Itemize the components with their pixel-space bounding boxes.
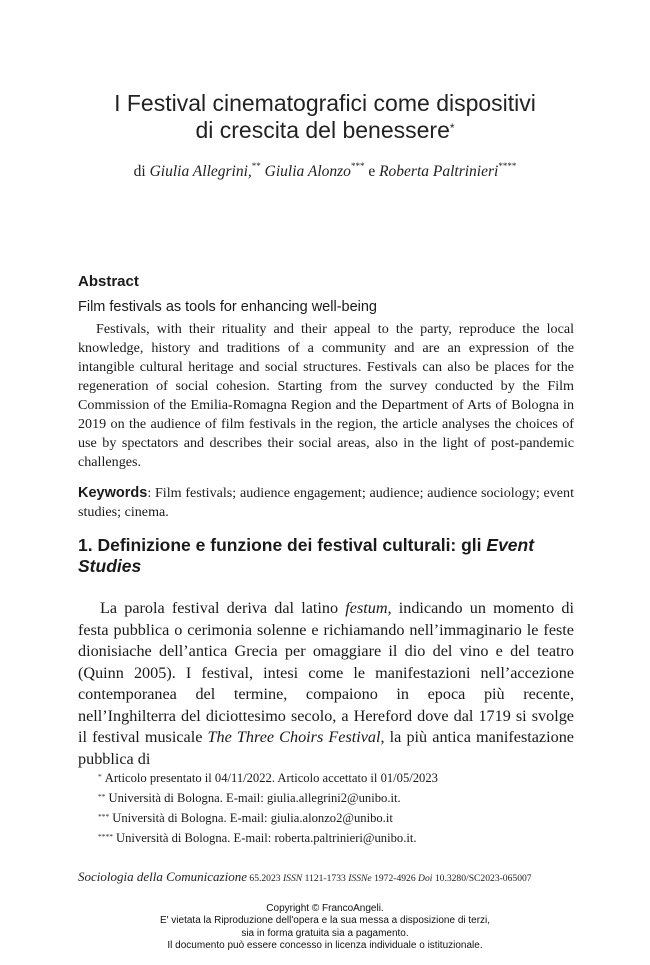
section-heading-text: 1. Definizione e funzione dei festival culturali: gli — [78, 535, 487, 555]
footnote-mark: **** — [98, 832, 113, 841]
body-italic-festival-name: The Three Choirs Festival — [207, 728, 381, 746]
issn-value: 1121-1733 — [304, 873, 346, 884]
section-heading — [78, 535, 574, 577]
copyright-line-4: Il documento può essere concesso in licenza individuale o istituzionale. — [167, 939, 483, 951]
section-heading-italic: Event Studies — [78, 535, 535, 576]
author-3-mark: **** — [498, 161, 517, 171]
issne-label: ISSNe — [348, 873, 372, 884]
body-text-2: indicando un momento di festa pubblica o cerimonia solenne e richiamando nell’immaginario le feste dionisiache dell’antica Grecia per omaggiare il dio del vino e del teatro (Quinn 2005). I festival, intesi come le manifestazioni nell’accezione contemporanea del termine, compaiono in epoca più recente, nell’Inghilterra del diciottesimo secolo, a Hereford dove dal 1719 si svolge il festival musicale — [78, 599, 575, 746]
issne-value: 1972-4926 — [374, 873, 416, 884]
footnote-item — [98, 808, 578, 828]
authors-conjunction: e — [368, 163, 376, 180]
body-paragraph — [78, 598, 574, 770]
abstract-body: Festivals, with their rituality and their appeal to the party, reproduce the local knowledge, history and traditions of a community and are an expression of the intangible cultural heritage and social structures. Festivals can also be places for the regeneration of social cohesion. Starting from the survey conducted by the Film Commission of the Emilia-Romagna Region and the Department of Arts of Bologna in 2019 on the audience of film festivals in the region, the article analyses the choices of use by spectators and describes their social areas, also in the light of post-pandemic challenges. — [78, 321, 574, 470]
issn-label: ISSN — [282, 873, 303, 884]
journal-name: Sociologia della Comunicazione — [78, 869, 247, 884]
footnotes — [98, 768, 578, 848]
copyright-notice — [0, 903, 650, 952]
journal-citation — [78, 869, 532, 885]
body-italic-festum: festum, — [345, 599, 392, 617]
journal-issue: 65.2023 — [249, 873, 281, 884]
footnote-item — [98, 828, 578, 848]
author-2-name: Giulia Alonzo — [264, 163, 351, 180]
body-text-1: La parola festival deriva dal latino — [100, 599, 346, 617]
author-2-mark: *** — [350, 161, 365, 171]
body-text-3: , la più antica manifestazione pubblica di — [78, 728, 574, 768]
abstract-english-title: Film festivals as tools for enhancing well-being — [78, 299, 377, 315]
footnote-item — [98, 768, 578, 788]
abstract-heading: Abstract — [78, 273, 139, 290]
footnote-mark: *** — [98, 812, 110, 821]
author-3-name: Roberta Paltrinieri — [379, 163, 499, 180]
author-1-mark: ** — [251, 161, 261, 171]
footnote-text: Università di Bologna. E-mail: roberta.paltrinieri@unibo.it. — [116, 831, 417, 845]
copyright-line-1: Copyright © FrancoAngeli. — [266, 903, 384, 914]
title-line-2 — [40, 117, 610, 144]
title-line-1: I Festival cinematografici come dispositivi — [114, 90, 536, 116]
footnote-mark: * — [98, 772, 102, 781]
copyright-line-3: sia in forma gratuita sia a pagamento. — [241, 927, 409, 939]
keywords-text: : Film festivals; audience engagement; audience; audience sociology; event studies; cinema. — [78, 485, 574, 520]
keywords — [78, 484, 574, 522]
title-footnote-mark: * — [449, 121, 455, 135]
title-line-2-text: di crescita del benessere — [195, 117, 450, 143]
footnote-item — [98, 788, 578, 808]
authors-prefix: di — [133, 163, 146, 180]
footnote-text: Articolo presentato il 04/11/2022. Articolo accettato il 01/05/2023 — [104, 771, 438, 785]
copyright-line-2: E' vietata la Riproduzione dell'opera e la sua messa a disposizione di terzi, — [159, 915, 491, 927]
doi-value: 10.3280/SC2023-065007 — [434, 873, 532, 884]
footnote-text: Università di Bologna. E-mail: giulia.allegrini2@unibo.it. — [108, 791, 401, 805]
author-line — [40, 163, 610, 181]
doi-label: Doi — [418, 873, 433, 884]
footnote-text: Università di Bologna. E-mail: giulia.alonzo2@unibo.it — [112, 811, 393, 825]
keywords-label: Keywords — [78, 485, 148, 501]
article-title — [40, 90, 610, 144]
footnote-mark: ** — [98, 792, 106, 801]
author-1-name: Giulia Allegrini, — [149, 163, 252, 180]
